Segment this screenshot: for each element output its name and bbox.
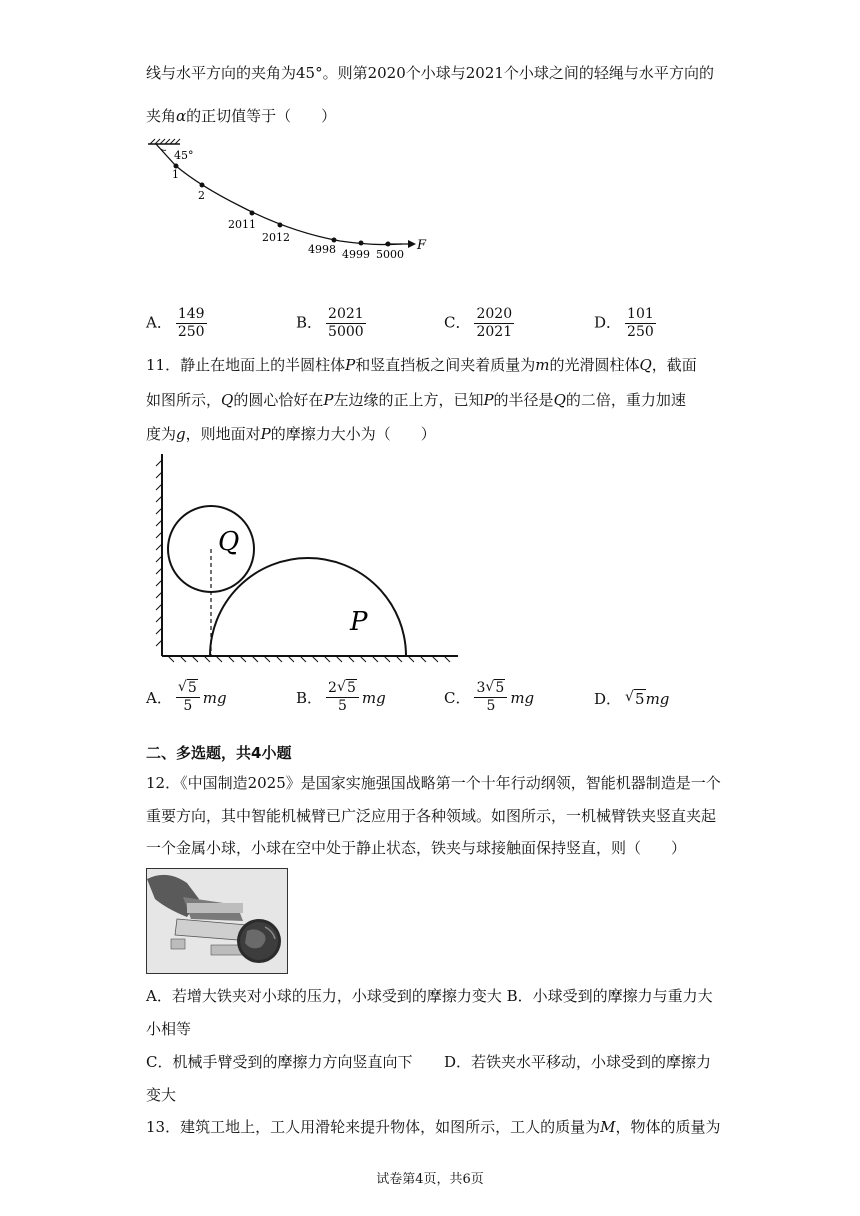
var-M: M <box>600 1118 616 1136</box>
page-footer: 试卷第4页，共6页 <box>376 1172 484 1187</box>
q12-option-c[interactable]: C．机械手臂受到的摩擦力方向竖直向下 <box>146 1053 413 1071</box>
half-cylinder-P <box>210 558 406 656</box>
robot-arm-illustration <box>147 869 287 973</box>
q12-option-b-cont: 小相等 <box>146 1020 192 1038</box>
q10-text-line2 <box>146 106 336 126</box>
force-arrow-icon <box>408 240 416 248</box>
ball-4998 <box>332 238 337 243</box>
ball-label-2: 2 <box>198 189 205 202</box>
fraction <box>326 306 366 341</box>
q10-text-seg: 的正切值等于（ ） <box>186 107 337 125</box>
text-seg: ，物体的质量为 <box>615 1118 721 1136</box>
q11-option-a[interactable] <box>146 680 227 715</box>
q10-option-a[interactable] <box>146 306 207 341</box>
coefficient: 2 <box>328 680 337 696</box>
option-letter: A． <box>146 689 172 707</box>
numerator <box>176 680 200 698</box>
label-Q: Q <box>218 527 240 557</box>
q11-text-line3 <box>146 424 436 444</box>
alpha-symbol: α <box>176 107 187 125</box>
ball-label-2012: 2012 <box>262 231 290 244</box>
var-P: P <box>323 391 334 409</box>
option-letter: A． <box>146 313 172 332</box>
q10-option-b[interactable] <box>296 306 366 341</box>
q11-option-d[interactable] <box>594 688 669 709</box>
text-seg: 的摩擦力大小为（ ） <box>270 425 436 443</box>
text-seg: 11．静止在地面上的半圆柱体 <box>146 356 346 374</box>
unit-mg: mg <box>645 689 670 708</box>
q12-option-d-cont: 变大 <box>146 1086 177 1104</box>
text-seg: ，则地面对 <box>185 425 261 443</box>
q10-chain-figure <box>140 136 440 266</box>
sqrt-symbol <box>178 680 198 697</box>
text-seg: 的二倍，重力加速 <box>565 391 686 409</box>
ball-2012 <box>278 223 283 228</box>
q13-text-line1 <box>146 1117 720 1137</box>
ball-4999 <box>359 241 364 246</box>
sqrt-symbol <box>485 680 505 697</box>
ball-5000 <box>386 242 391 247</box>
denominator: 5 <box>486 698 496 714</box>
radicand: 5 <box>635 689 645 708</box>
q10-text-line1: 线与水平方向的夹角为45°。则第2020个小球与2021个小球之间的轻绳与水平方向的 <box>146 64 714 82</box>
var-Q: Q <box>221 391 234 409</box>
q11-option-b[interactable] <box>296 680 386 715</box>
fraction <box>474 680 507 715</box>
radicand: 5 <box>495 680 505 696</box>
text-seg: 13．建筑工地上，工人用滑轮来提升物体，如图所示，工人的质量为 <box>146 1118 601 1136</box>
ball-label-2011: 2011 <box>228 218 256 231</box>
unit-mg: mg <box>361 688 386 707</box>
option-letter: C． <box>444 313 471 332</box>
numerator <box>326 680 359 698</box>
numerator <box>474 680 507 698</box>
numerator: 101 <box>627 306 654 322</box>
text-seg: 左边缘的正上方，已知 <box>333 391 484 409</box>
fraction <box>474 306 514 341</box>
q11-text-line1 <box>146 355 697 375</box>
ball-label-4999: 4999 <box>342 248 370 261</box>
ball-2011 <box>250 211 255 216</box>
text-seg: 的圆心恰好在 <box>233 391 324 409</box>
text-seg: 和竖直挡板之间夹着质量为 <box>355 356 536 374</box>
fraction <box>326 680 359 715</box>
denominator: 2021 <box>476 324 513 340</box>
q11-option-c[interactable] <box>444 680 534 715</box>
unit-mg: mg <box>202 688 227 707</box>
q11-text-line2 <box>146 390 686 410</box>
ball-label-1: 1 <box>172 168 179 181</box>
option-letter: D． <box>594 313 622 332</box>
unit-mg: mg <box>510 688 535 707</box>
ball-2 <box>200 183 205 188</box>
text-seg: 的半径是 <box>493 391 554 409</box>
radicand: 5 <box>187 680 197 696</box>
q12-text-line1: 12．《中国制造2025》是国家实施强国战略第一个十年行动纲领，智能机器制造是一个 <box>146 774 721 792</box>
radicand: 5 <box>346 680 356 696</box>
label-P: P <box>350 607 368 637</box>
text-seg: 的光滑圆柱体 <box>549 356 640 374</box>
numerator: 149 <box>177 306 205 322</box>
var-Q: Q <box>639 356 652 374</box>
sqrt-symbol <box>625 690 646 708</box>
q12-text-line3: 一个金属小球，小球在空中处于静止状态，铁夹与球接触面保持竖直，则（ ） <box>146 839 687 857</box>
option-letter: C． <box>444 689 471 707</box>
var-Q: Q <box>553 391 566 409</box>
fraction <box>625 306 656 341</box>
q11-cylinder-figure <box>150 450 470 665</box>
denominator: 5000 <box>328 324 364 340</box>
q12-option-ab-line[interactable]: A．若增大铁夹对小球的压力，小球受到的摩擦力变大 B．小球受到的摩擦力与重力大 <box>146 987 713 1005</box>
robot-arm-photo <box>146 868 288 974</box>
sqrt-symbol <box>337 680 357 697</box>
q10-option-c[interactable] <box>444 306 514 341</box>
var-P: P <box>345 356 356 374</box>
text-seg: ，截面 <box>651 356 697 374</box>
coefficient: 3 <box>476 680 486 696</box>
var-P: P <box>483 391 494 409</box>
fraction <box>176 680 200 715</box>
denominator: 5 <box>183 698 193 714</box>
option-letter: B． <box>296 313 323 332</box>
ball-label-4998: 4998 <box>308 243 336 256</box>
ball-label-5000: 5000 <box>376 248 404 261</box>
q10-text-seg: 夹角 <box>146 107 177 125</box>
q12-text-line2: 重要方向，其中智能机械臂已广泛应用于各种领域。如图所示，一机械臂铁夹竖直夹起 <box>146 807 717 825</box>
var-P: P <box>260 425 271 443</box>
q10-option-d[interactable] <box>594 306 656 341</box>
option-letter: D． <box>594 690 622 708</box>
denominator: 250 <box>627 324 654 340</box>
section-heading-multi-choice: 二、多选题，共4小题 <box>146 744 292 762</box>
denominator: 250 <box>177 324 205 340</box>
text-seg: 度为 <box>146 425 177 443</box>
var-m: m <box>535 356 550 374</box>
numerator: 2021 <box>328 306 364 322</box>
q12-option-d[interactable]: D．若铁夹水平移动，小球受到的摩擦力 <box>444 1053 712 1071</box>
text-seg: 如图所示， <box>146 391 222 409</box>
force-label: F <box>417 238 427 253</box>
var-g: g <box>176 425 186 443</box>
numerator: 2020 <box>476 306 513 322</box>
fraction <box>176 306 207 341</box>
denominator: 5 <box>337 698 347 714</box>
angle-label: 45° <box>174 149 194 162</box>
option-letter: B． <box>296 689 323 707</box>
